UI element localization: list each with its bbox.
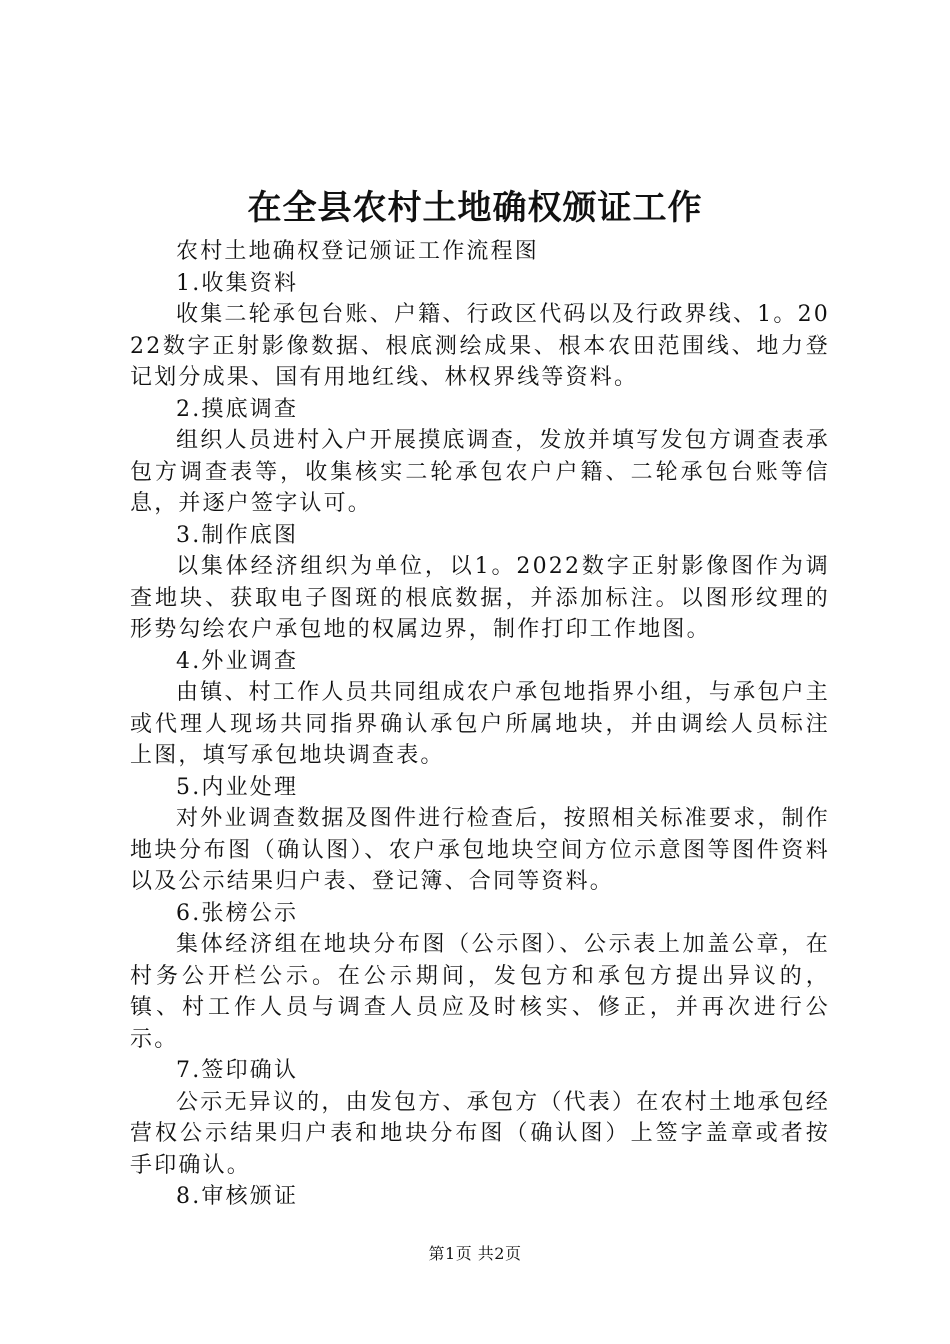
section-heading-sign: 7.签印确认 (176, 1058, 299, 1083)
document-title: 在全县农村土地确权颁证工作 (247, 188, 703, 228)
section-heading-basemap: 3.制作底图 (176, 522, 299, 548)
section-heading-office: 5.内业处理 (176, 774, 299, 800)
paragraph-office: 对外业调查数据及图件进行检查后，按照相关标准要求，制作地块分布图（确认图）、农户承包地块空间方位示意图等图件资料以及公示结果归户表、登记簿、合同等资料。 (130, 806, 830, 894)
section-heading-field: 4.外业调查 (176, 648, 299, 674)
paragraph-collect: 收集二轮承包台账、户籍、行政区代码以及行政界线、1。2022数字正射影像数据、根底测绘成果、根本农田范围线、地力登记划分成果、国有用地红线、林权界线等资料。 (130, 302, 830, 390)
paragraph-field: 由镇、村工作人员共同组成农户承包地指界小组，与承包户主或代理人现场共同指界确认承包户所属地块，并由调绘人员标注上图，填写承包地块调查表。 (130, 680, 830, 768)
paragraph-sign: 公示无异议的，由发包方、承包方（代表）在农村土地承包经营权公示结果归户表和地块分布图（确认图）上签字盖章或者按手印确认。 (130, 1089, 830, 1178)
paragraph-basemap: 以集体经济组织为单位，以1。2022数字正射影像图作为调查地块、获取电子图斑的根底数据，并添加标注。以图形纹理的形势勾绘农户承包地的权属边界，制作打印工作地图。 (130, 554, 830, 642)
paragraph-survey: 组织人员进村入户开展摸底调查，发放并填写发包方调查表承包方调查表等，收集核实二轮承包农户户籍、二轮承包台账等信息，并逐户签字认可。 (130, 428, 830, 516)
section-heading-collect: 1.收集资料 (176, 270, 299, 296)
section-heading-survey: 2.摸底调查 (176, 396, 299, 422)
section-heading-certify: 8.审核颁证 (176, 1184, 299, 1209)
paragraph-publicity: 集体经济组在地块分布图（公示图）、公示表上加盖公章，在村务公开栏公示。在公示期间，发包方和承包方提出异议的，镇、村工作人员与调查人员应及时核实、修正，并再次进行公示。 (130, 932, 830, 1052)
document-body (130, 236, 830, 1213)
paragraph-intro: 农村土地确权登记颁证工作流程图 (176, 239, 540, 264)
section-heading-publicity: 6.张榜公示 (176, 900, 299, 926)
page-footer: 第1页 共2页 (428, 1244, 522, 1263)
